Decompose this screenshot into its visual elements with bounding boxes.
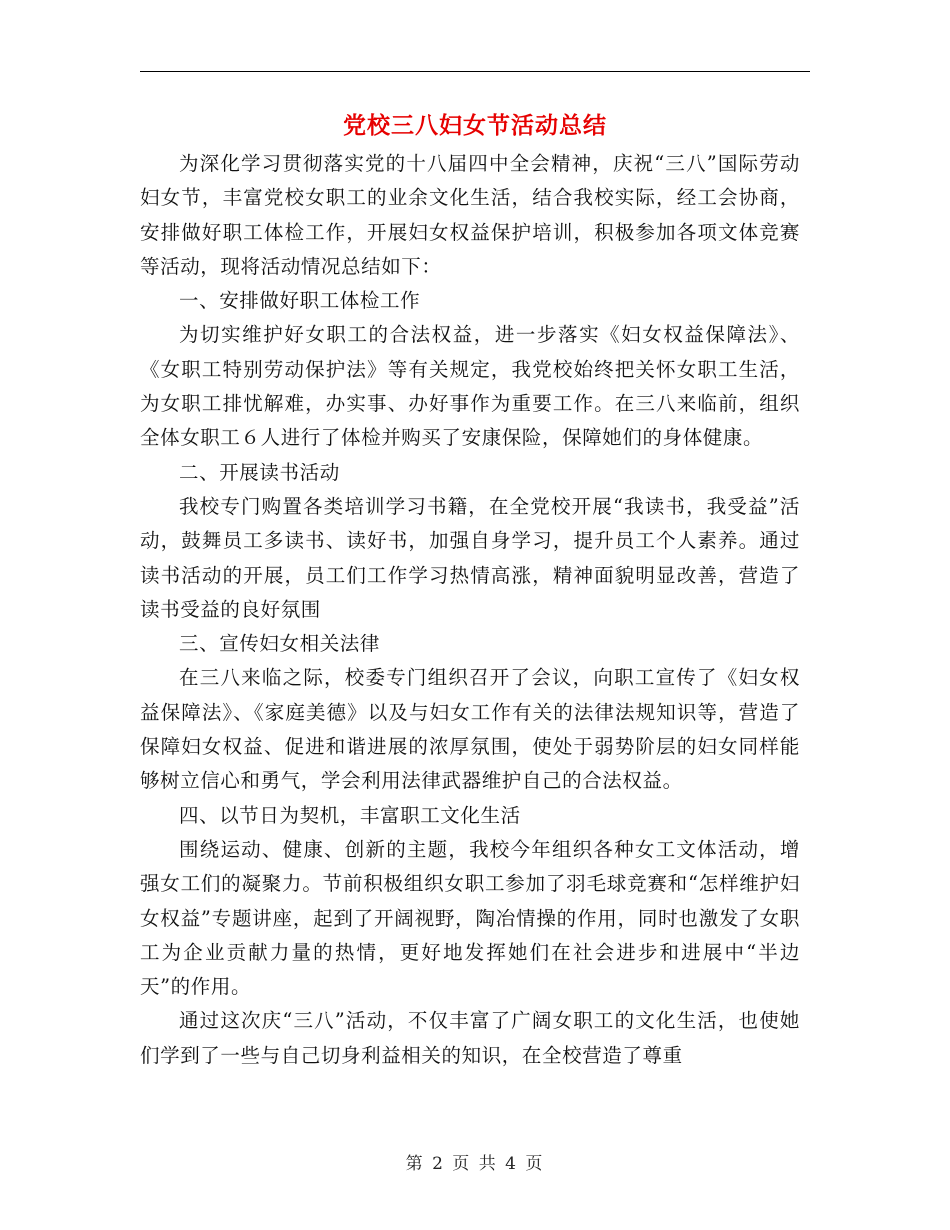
intro-paragraph: 为深化学习贯彻落实党的十八届四中全会精神，庆祝“三八”国际劳动妇女节，丰富党校女职工的业余文化生活，结合我校实际，经工会协商，安排做好职工体检工作，开展妇女权益保护培训，积极参加各项文体竞赛等活动，现将活动情况总结如下： xyxy=(140,152,800,278)
document-body xyxy=(140,147,800,1073)
closing-paragraph: 通过这次庆“三八”活动，不仅丰富了广阔女职工的文化生活，也使她们学到了一些与自己切身利益相关的知识，在全校营造了尊重 xyxy=(140,1009,800,1067)
section-paragraph-1: 为切实维护好女职工的合法权益，进一步落实《妇女权益保障法》、《女职工特别劳动保护法》等有关规定，我党校始终把关怀女职工生活，为女职工排忧解难，办实事、办好事作为重要工作。在三八来临前，组织全体女职工６人进行了体检并购买了安康保险，保障她们的身体健康。 xyxy=(140,323,800,450)
section-paragraph-2: 我校专门购置各类培训学习书籍，在全党校开展“我读书，我受益”活动，鼓舞员工多读书、读好书，加强自身学习，提升员工个人素养。通过读书活动的开展，员工们工作学习热情高涨，精神面貌明显改善，营造了读书受益的良好氛围 xyxy=(140,494,800,621)
section-paragraph-3: 在三八来临之际，校委专门组织召开了会议，向职工宣传了《妇女权益保障法》、《家庭美德》以及与妇女工作有关的法律法规知识等，营造了保障妇女权益、促进和谐进展的浓厚氛围，使处于弱势阶层的妇女同样能够树立信心和勇气，学会利用法律武器维护自己的合法权益。 xyxy=(140,666,800,793)
section-heading-2: 二、开展读书活动 xyxy=(179,460,340,484)
header-rule xyxy=(140,71,810,72)
section-paragraph-4: 围绕运动、健康、创新的主题，我校今年组织各种女工文体活动，增强女工们的凝聚力。节前积极组织女职工参加了羽毛球竞赛和“怎样维护妇女权益”专题讲座，起到了开阔视野，陶冶情操的作用，同时也激发了女职工为企业贡献力量的热情，更好地发挥她们在社会进步和进展中“半边天”的作用。 xyxy=(140,837,800,999)
page-number: 第 2 页 共 4 页 xyxy=(405,1154,545,1174)
section-heading-4: 四、以节日为契机，丰富职工文化生活 xyxy=(179,803,521,827)
section-heading-1: 一、安排做好职工体检工作 xyxy=(179,289,421,313)
section-heading-3: 三、宣传妇女相关法律 xyxy=(179,632,381,656)
document-title: 党校三八妇女节活动总结 xyxy=(343,112,607,139)
